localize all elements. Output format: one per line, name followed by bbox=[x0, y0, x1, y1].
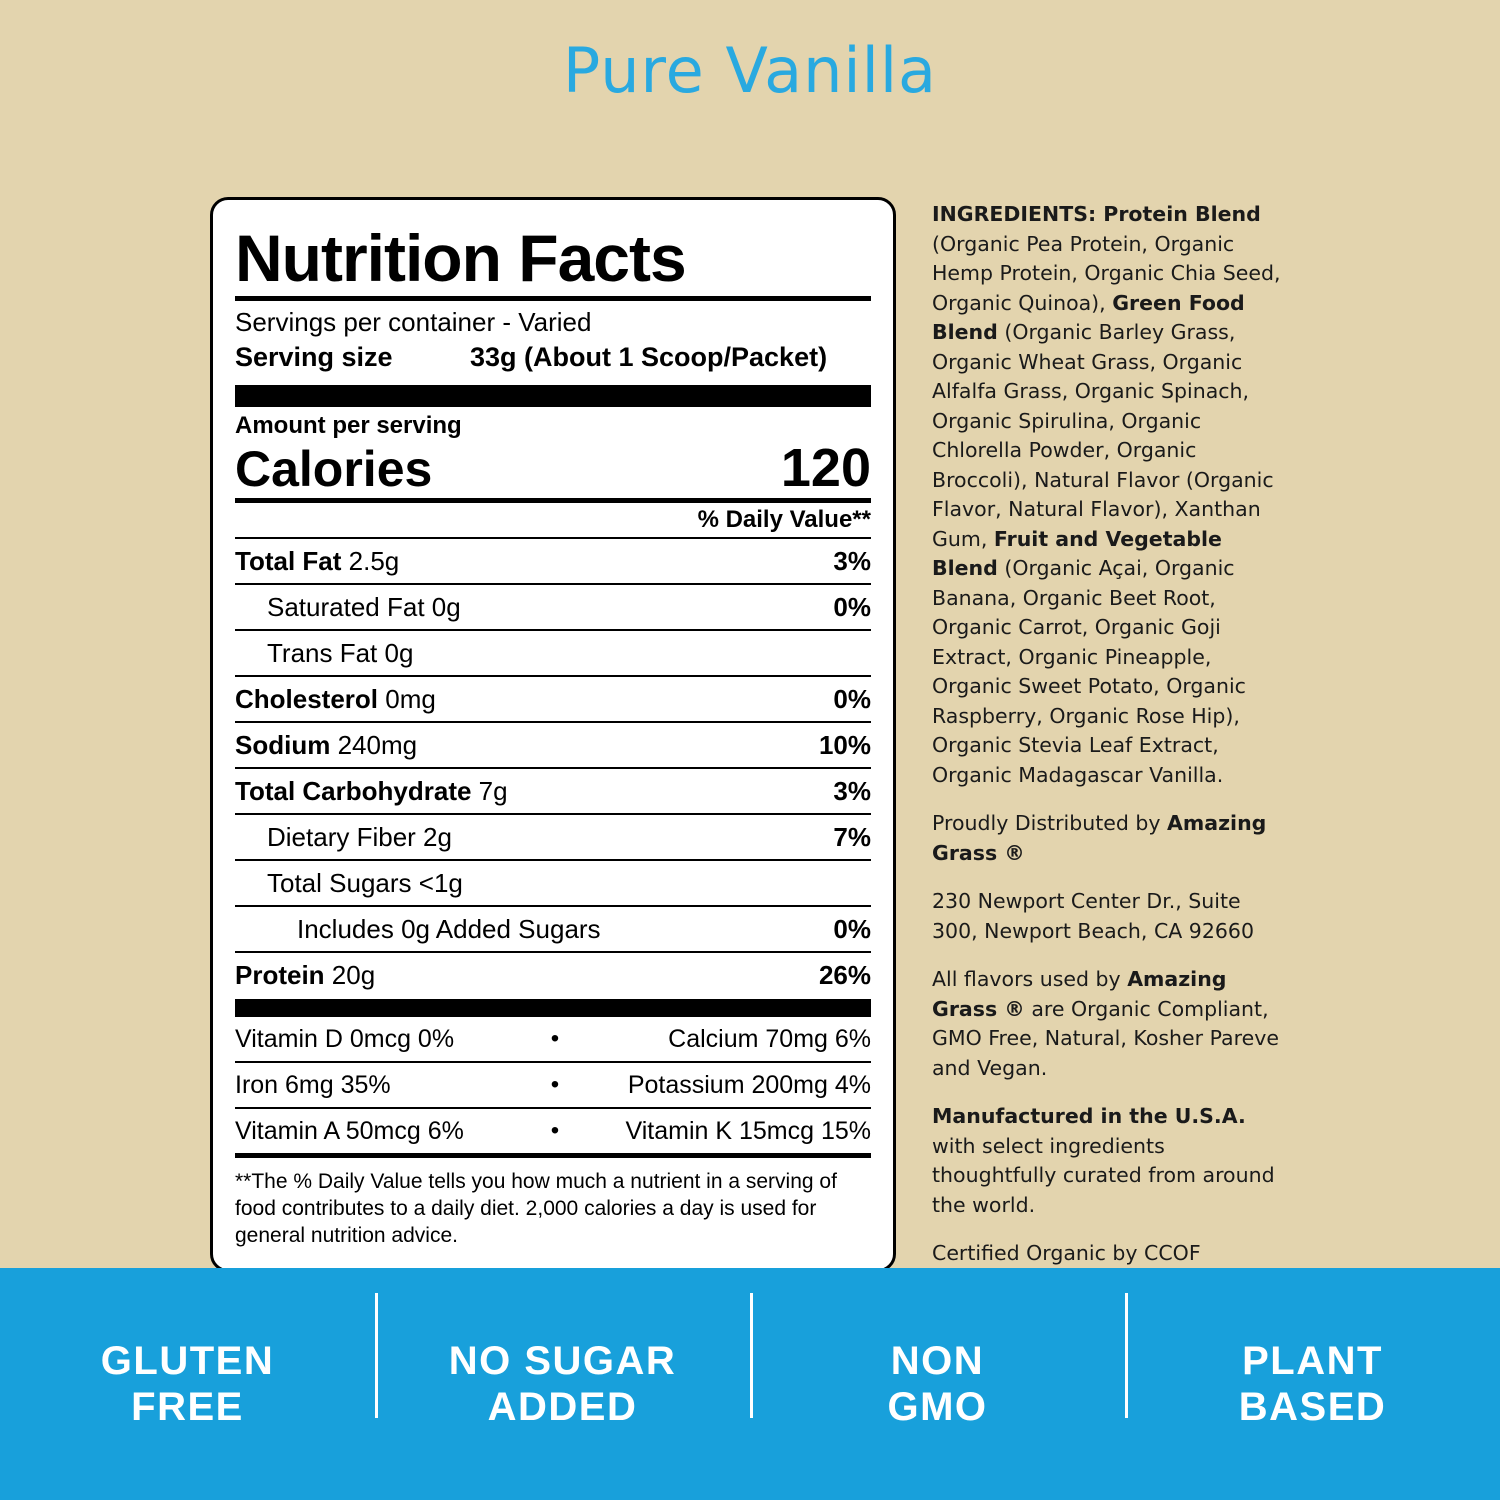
nutrient-daily-value: 0% bbox=[833, 684, 871, 714]
bullet-separator-icon: • bbox=[550, 1025, 560, 1052]
nutrient-name: Sodium 240mg bbox=[235, 730, 418, 760]
thick-divider bbox=[235, 999, 871, 1015]
fruit-vegetable-blend-label: Fruit and Vegetable Blend bbox=[932, 526, 1222, 580]
claims-banner bbox=[0, 1268, 1500, 1500]
nutrient-name: Trans Fat 0g bbox=[267, 638, 414, 668]
claim-line-2: ADDED bbox=[487, 1385, 638, 1429]
daily-value-header: % Daily Value** bbox=[697, 506, 871, 533]
brand-name: Amazing Grass ® bbox=[932, 967, 1227, 1021]
bullet-separator-icon: • bbox=[550, 1117, 560, 1144]
ingredients-column bbox=[932, 200, 1282, 1288]
nutrient-row bbox=[235, 859, 871, 905]
daily-value-footnote: **The % Daily Value tells you how much a nutrient in a serving of food contributes to a daily diet. 2,000 calories a day is used for general nutrition advice. bbox=[235, 1170, 837, 1247]
ingredients-paragraph bbox=[932, 200, 1282, 790]
thick-divider bbox=[235, 385, 871, 407]
vitamin-left: Vitamin A 50mcg 6% bbox=[235, 1117, 464, 1145]
claim-badge bbox=[1125, 1338, 1500, 1430]
vitamin-right: Calcium 70mg 6% bbox=[668, 1025, 871, 1053]
nutrient-rows bbox=[235, 537, 871, 997]
vitamin-right: Vitamin K 15mcg 15% bbox=[625, 1117, 871, 1145]
bullet-separator-icon: • bbox=[550, 1071, 560, 1098]
nutrient-name: Total Sugars <1g bbox=[267, 868, 463, 898]
claim-badge bbox=[0, 1338, 375, 1430]
nutrient-row bbox=[235, 905, 871, 951]
claim-badge bbox=[375, 1338, 750, 1430]
nutrient-row bbox=[235, 583, 871, 629]
vitamin-row bbox=[235, 1015, 871, 1061]
vitamin-rows bbox=[235, 1015, 871, 1153]
flavors-prefix: All flavors used by bbox=[932, 967, 1128, 991]
calories-label: Calories bbox=[235, 441, 433, 497]
claim-line-1: PLANT bbox=[1242, 1339, 1383, 1383]
protein-blend-label: Protein Blend bbox=[1096, 202, 1261, 226]
nutrient-row bbox=[235, 951, 871, 997]
nutrient-name: Protein 20g bbox=[235, 960, 376, 990]
distributed-by-paragraph bbox=[932, 809, 1282, 868]
vitamin-right: Potassium 200mg 4% bbox=[627, 1071, 871, 1099]
manufactured-label: Manufactured in the U.S.A. bbox=[932, 1104, 1246, 1128]
calories-value: 120 bbox=[780, 438, 871, 498]
calories-row bbox=[235, 440, 871, 498]
green-food-blend-items: (Organic Barley Grass, Organic Wheat Grass, Organic Alfalfa Grass, Organic Spinach, Organic Spirulina, Organic Chlorella Powder, Organic Broccoli), Natural Flavor (Organic Flavor, Natural Flavor), Xanthan Gum, bbox=[932, 320, 1274, 551]
nutrient-row bbox=[235, 767, 871, 813]
nutrition-facts-panel bbox=[210, 197, 896, 1272]
nutrient-name: Saturated Fat 0g bbox=[267, 592, 461, 622]
distributed-by-prefix: Proudly Distributed by bbox=[932, 811, 1168, 835]
green-food-blend-label: Green Food Blend bbox=[932, 290, 1245, 344]
nutrient-daily-value: 0% bbox=[833, 914, 871, 944]
nutrient-row bbox=[235, 721, 871, 767]
nutrient-name: Total Fat 2.5g bbox=[235, 546, 400, 576]
nutrient-name: Total Carbohydrate 7g bbox=[235, 776, 508, 806]
nutrient-row bbox=[235, 675, 871, 721]
manufactured-detail: with select ingredients thoughtfully curated from around the world. bbox=[932, 1133, 1275, 1217]
claim-line-1: NO SUGAR bbox=[448, 1339, 677, 1383]
brand-name: Amazing Grass ® bbox=[932, 811, 1267, 865]
company-address: 230 Newport Center Dr., Suite 300, Newport Beach, CA 92660 bbox=[932, 889, 1255, 943]
nutrient-daily-value: 7% bbox=[833, 822, 871, 852]
nutrient-daily-value: 10% bbox=[818, 730, 871, 760]
nutrition-facts-heading: Nutrition Facts bbox=[235, 221, 686, 295]
nutrient-row bbox=[235, 629, 871, 675]
nutrient-name: Dietary Fiber 2g bbox=[267, 822, 452, 852]
protein-blend-items: (Organic Pea Protein, Organic Hemp Protein, Organic Chia Seed, Organic Quinoa), bbox=[932, 231, 1281, 315]
ingredients-label: INGREDIENTS: bbox=[932, 202, 1097, 226]
amount-per-serving-label: Amount per serving bbox=[235, 412, 462, 439]
serving-size-value: 33g (About 1 Scoop/Packet) bbox=[470, 342, 828, 372]
vitamin-row bbox=[235, 1061, 871, 1107]
claim-line-1: NON bbox=[890, 1339, 985, 1383]
manufactured-paragraph bbox=[932, 1102, 1282, 1220]
fruit-vegetable-blend-items: (Organic Açai, Organic Banana, Organic Beet Root, Organic Carrot, Organic Goji Extract, Organic Pineapple, Organic Sweet Potato, Organic Raspberry, Organic Rose Hip), Organic Stevia Leaf Extract, Organic Madagascar Vanilla. bbox=[932, 556, 1246, 787]
vitamin-left: Iron 6mg 35% bbox=[235, 1071, 391, 1099]
flavors-paragraph bbox=[932, 965, 1282, 1083]
nutrient-name: Includes 0g Added Sugars bbox=[297, 914, 601, 944]
nutrient-row bbox=[235, 813, 871, 859]
nutrient-row bbox=[235, 537, 871, 583]
page-title: Pure Vanilla bbox=[562, 34, 938, 107]
claim-line-2: BASED bbox=[1238, 1385, 1387, 1429]
nutrient-daily-value: 26% bbox=[818, 960, 871, 990]
nutrient-name: Cholesterol 0mg bbox=[235, 684, 436, 714]
servings-per-container: Servings per container - Varied bbox=[235, 307, 592, 337]
vitamin-left: Vitamin D 0mcg 0% bbox=[235, 1025, 455, 1053]
nutrient-daily-value: 3% bbox=[833, 776, 871, 806]
serving-size-label: Serving size bbox=[235, 342, 393, 372]
claim-badge bbox=[750, 1338, 1125, 1430]
claim-line-2: GMO bbox=[887, 1385, 988, 1429]
nutrient-daily-value: 0% bbox=[833, 592, 871, 622]
certification-text: Certified Organic by CCOF bbox=[932, 1241, 1201, 1265]
nutrient-daily-value: 3% bbox=[833, 546, 871, 576]
claim-line-2: FREE bbox=[131, 1385, 244, 1429]
flavors-suffix: are Organic Compliant, GMO Free, Natural, Kosher Pareve and Vegan. bbox=[932, 996, 1279, 1080]
serving-size-row bbox=[235, 339, 871, 381]
vitamin-row bbox=[235, 1107, 871, 1153]
claim-line-1: GLUTEN bbox=[100, 1339, 275, 1383]
